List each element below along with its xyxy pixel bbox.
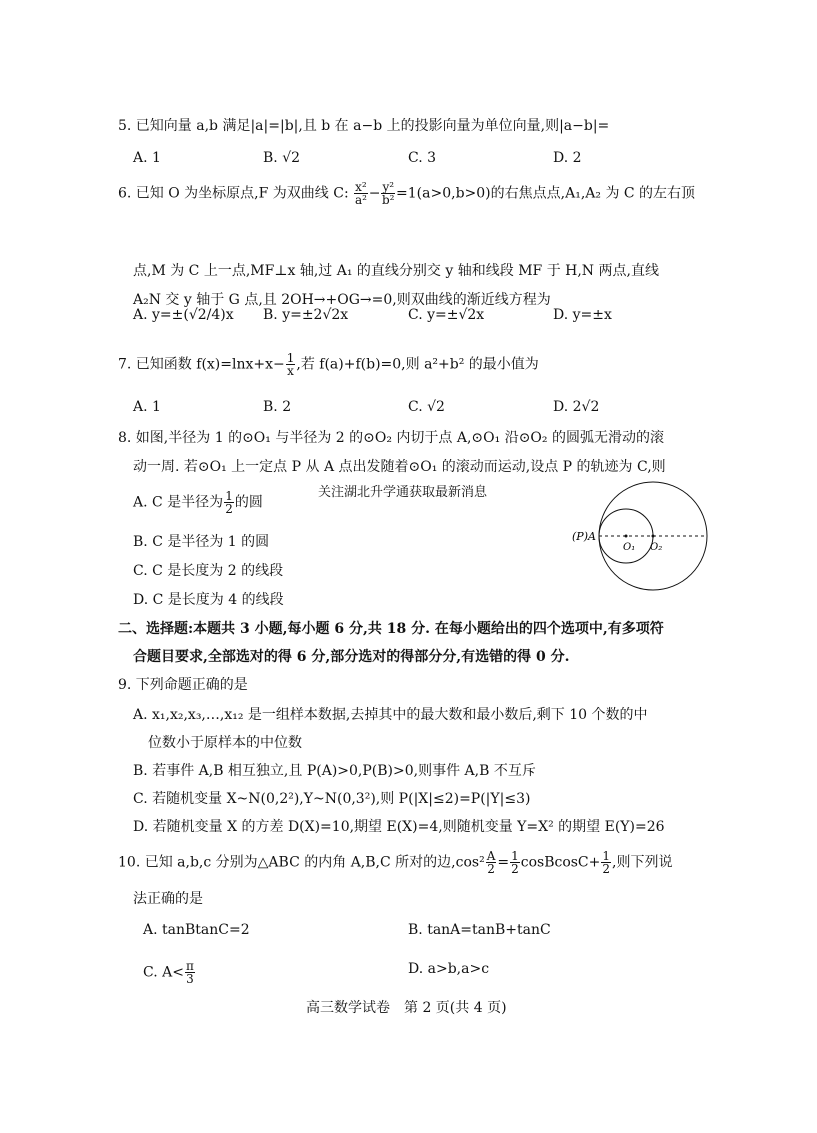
q5-option-c: C. 3: [408, 150, 437, 166]
q8-option-c: C. C 是长度为 2 的线段: [133, 563, 284, 579]
q8-option-a: [133, 490, 263, 515]
point-o1: [625, 535, 628, 538]
q7-stem-prefix: 7. 已知函数 f(x)=lnx+x−: [118, 356, 285, 373]
section2-line2: 合题目要求,全部选对的得 6 分,部分选对的得部分分,有选错的得 0 分.: [133, 649, 570, 665]
q7-option-b: B. 2: [263, 399, 292, 415]
q8-line1: 8. 如图,半径为 1 的⊙O₁ 与半径为 2 的⊙O₂ 内切于点 A,⊙O₁ 沿⊙O₂ 的圆弧无滑动的滚: [118, 430, 664, 446]
q7-frac-1-x: $\frac{1}{x}$: [286, 351, 295, 378]
q6-line1: 6. 已知 O 为坐标原点,F 为双曲线 C: $\frac{\text{x²}}{\text{a²}}$ − $\frac{\text{y²}}{\text{b²}}$ =1(a>0,b>0)的右焦点点,A₁,A₂ 为 C 的左右顶: [118, 180, 696, 207]
q8-option-b: B. C 是半径为 1 的圆: [133, 534, 270, 550]
q10-stem-suffix: ,则下列说: [612, 854, 673, 871]
q8-option-a-prefix: A. C 是半径为: [133, 494, 224, 511]
q7-option-a: A. 1: [133, 399, 161, 415]
q9-stem: 9. 下列命题正确的是: [118, 677, 248, 693]
q8-option-d: D. C 是长度为 4 的线段: [133, 592, 284, 608]
q9-option-a-line2: 位数小于原样本的中位数: [148, 735, 302, 751]
label-pa: (P)A: [572, 530, 596, 543]
q5-option-b: B. √2: [263, 150, 301, 166]
q10-option-b: B. tanA=tanB+tanC: [408, 922, 551, 938]
page-footer: 高三数学试卷 第 2 页(共 4 页): [306, 1000, 507, 1016]
q8-watermark: 关注湖北升学通获取最新消息: [318, 485, 488, 500]
q5-option-a: A. 1: [133, 150, 161, 166]
q6-option-b: B. y=±2√2x: [263, 307, 349, 323]
q6-option-d: D. y=±x: [553, 307, 612, 323]
q6-line1-prefix: 6. 已知 O 为坐标原点,F 为双曲线 C:: [118, 185, 349, 202]
q6-option-a: A. y=±(√2/4)x: [133, 307, 234, 323]
q7-option-d: D. 2√2: [553, 399, 600, 415]
q6-line2: 点,M 为 C 上一点,MF⊥x 轴,过 A₁ 的直线分别交 y 轴和线段 MF 于 H,N 两点,直线: [133, 263, 659, 279]
q10-frac-1-2-b: $\frac{1}{2}$: [602, 849, 611, 876]
q8-line2: 动一周. 若⊙O₁ 上一定点 P 从 A 点出发随着⊙O₁ 的滚动而运动,设点 P 的轨迹为 C,则: [133, 459, 666, 475]
point-o2: [652, 535, 655, 538]
q8-frac-1-2: $\frac{1}{2}$: [225, 489, 233, 516]
q9-option-c: C. 若随机变量 X~N(0,2²),Y~N(0,3²),则 P(|X|≤2)=P(|Y|≤3): [133, 791, 531, 807]
q10-frac-a-2: $\frac{A}{2}$: [486, 849, 496, 876]
q6-frac-y2-b2: $\frac{\text{y²}}{\text{b²}}$: [382, 180, 395, 207]
q10-option-c: [143, 960, 196, 985]
q10-stem-prefix: 10. 已知 a,b,c 分别为△ABC 的内角 A,B,C 所对的边,cos²: [118, 854, 485, 871]
section2-line1: 二、选择题:本题共 3 小题,每小题 6 分,共 18 分. 在每小题给出的四个选项中,有多项符: [118, 621, 664, 637]
q10-frac-1-2-a: $\frac{1}{2}$: [511, 849, 519, 876]
q10-line2: 法正确的是: [133, 891, 203, 907]
q8-option-a-suffix: 的圆: [234, 494, 263, 511]
q9-option-a-line1: A. x₁,x₂,x₃,…,x₁₂ 是一组样本数据,去掉其中的最大数和最小数后,剩下 10 个数的中: [133, 707, 648, 723]
q9-option-b: B. 若事件 A,B 相互独立,且 P(A)>0,P(B)>0,则事件 A,B 不互斥: [133, 763, 536, 779]
label-o2: O₂: [650, 542, 663, 553]
q9-option-d: D. 若随机变量 X 的方差 D(X)=10,期望 E(X)=4,则随机变量 Y=X² 的期望 E(Y)=26: [133, 819, 665, 835]
q5-stem: 5. 已知向量 a,b 满足|a|=|b|,且 b 在 a−b 上的投影向量为单位向量,则|a−b|=: [118, 118, 610, 134]
q7-stem: [118, 352, 539, 377]
q8-circles-figure: [565, 480, 710, 595]
q6-line3: A₂N 交 y 轴于 G 点,且 2OH→+OG→=0,则双曲线的渐近线方程为: [133, 292, 551, 308]
q10-stem: 10. 已知 a,b,c 分别为△ABC 的内角 A,B,C 所对的边,cos² $\frac{A}{2}$ = $\frac{1}{2}$ cosBcosC+ $\frac{1}{2}$ ,则下列说: [118, 849, 673, 876]
q6-frac-x2-a2: $\frac{\text{x²}}{\text{a²}}$: [354, 180, 367, 207]
q7-option-c: C. √2: [408, 399, 445, 415]
q7-stem-suffix: ,若 f(a)+f(b)=0,则 a²+b² 的最小值为: [296, 356, 539, 373]
q10-option-a: A. tanBtanC=2: [143, 922, 250, 938]
q5-option-d: D. 2: [553, 150, 582, 166]
q10-frac-pi-3: $\frac{\pi}{3}$: [185, 959, 194, 986]
q6-option-c: C. y=±√2x: [408, 307, 485, 323]
q10-stem-mid: cosBcosC+: [520, 854, 601, 871]
label-o1: O₁: [623, 542, 636, 553]
q10-option-d: D. a>b,a>c: [408, 961, 490, 977]
q10-option-c-prefix: C. A<: [143, 964, 184, 981]
q6-line1-mid: =1(a>0,b>0)的右焦点点,A₁,A₂ 为 C 的左右顶: [396, 185, 696, 202]
